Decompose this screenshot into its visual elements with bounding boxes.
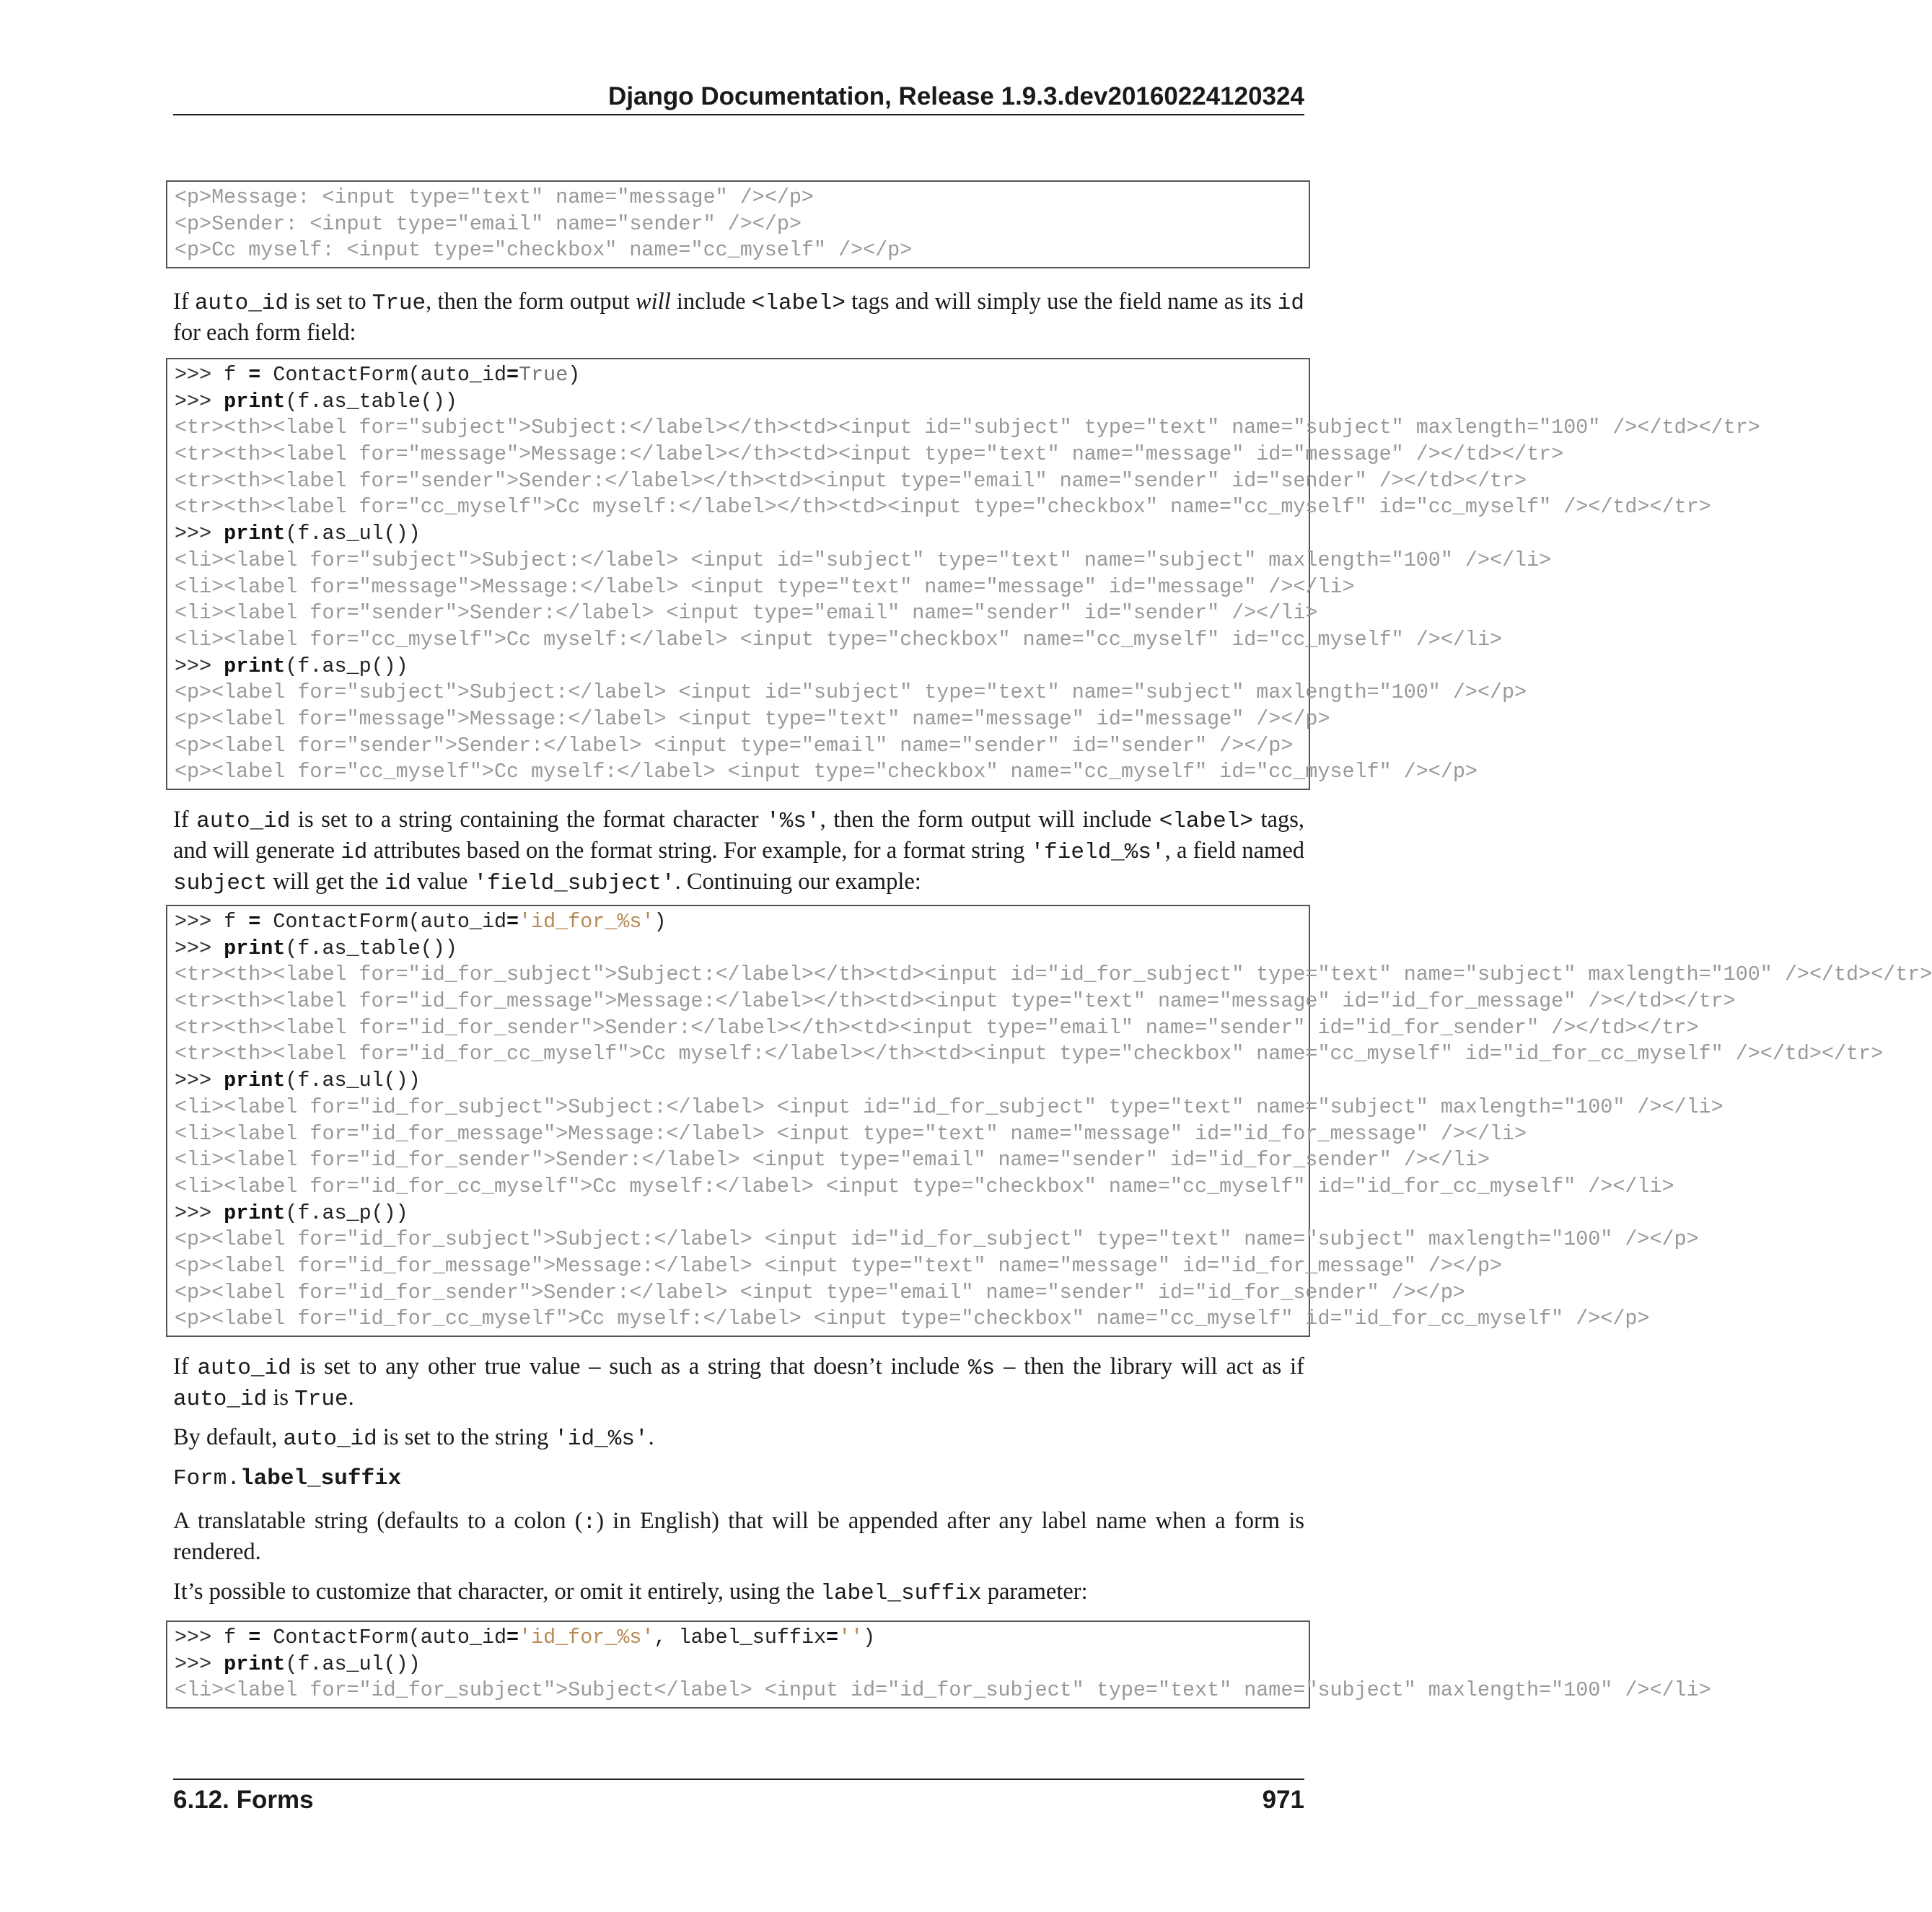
code-line — [175, 706, 1330, 733]
code-prompt: >>> — [175, 936, 224, 960]
code-line — [175, 1121, 1527, 1148]
inline-code: id — [341, 840, 368, 865]
code-line — [175, 468, 1527, 495]
text-run: is — [267, 1385, 295, 1411]
footer-section: 6.12. Forms — [173, 1786, 314, 1814]
inline-code: 'id_%s' — [554, 1426, 649, 1452]
code-line — [175, 442, 1564, 468]
code-token: print — [224, 522, 286, 546]
inline-code: 'field_subject' — [473, 871, 675, 896]
attribute-class: Form. — [173, 1466, 241, 1491]
code-token: 'id_for_%s' — [519, 1626, 654, 1649]
code-line — [175, 1147, 1490, 1174]
code-token: <tr><th><label for="id_for_subject">Subject:</label></th><td><input id="id_for_subject" type="text" name="subject" maxlength="100" /></td></tr> — [175, 962, 1932, 987]
code-token: 'id_for_%s' — [519, 910, 654, 934]
attribute-name: label_suffix — [240, 1466, 402, 1491]
code-line — [175, 733, 1301, 760]
inline-code: auto_id — [194, 291, 289, 316]
code-line — [175, 237, 1301, 264]
code-line — [175, 654, 1301, 680]
code-token: print — [224, 654, 286, 678]
code-prompt: >>> — [175, 1069, 224, 1093]
text-run: will get the — [267, 869, 385, 895]
code-token: <tr><th><label for="message">Message:</label></th><td><input type="text" name="message" id="message" /></td></tr> — [175, 442, 1564, 467]
code-line — [175, 962, 1932, 988]
code-token: <p><label for="message">Message:</label> <input type="text" name="message" id="message" /></p> — [175, 706, 1330, 731]
code-prompt: >>> — [175, 1626, 224, 1649]
code-line — [175, 936, 1301, 962]
code-token: '' — [838, 1626, 864, 1649]
text-run: If — [173, 1354, 198, 1380]
code-token: print — [224, 389, 286, 413]
code-token: <p>Message: <input type="text" name="message" /></p> — [175, 185, 814, 209]
text-run: It’s possible to customize that character, or omit it entirely, using the — [173, 1579, 821, 1605]
code-prompt: >>> — [175, 654, 224, 678]
code-line — [175, 909, 1301, 936]
text-run: is set to the string — [377, 1424, 555, 1450]
code-token: (f.as_ul()) — [285, 1069, 421, 1093]
paragraph — [173, 1352, 1304, 1414]
code-token: ContactForm(auto_id — [260, 1626, 507, 1649]
attribute-signature — [173, 1465, 401, 1494]
text-run: By default, — [173, 1424, 284, 1450]
code-token: = — [506, 363, 519, 387]
code-prompt: >>> — [175, 389, 224, 413]
text-run: is set to a string containing the format character — [290, 807, 767, 833]
code-token: <tr><th><label for="sender">Sender:</label></th><td><input type="email" name="sender" id="sender" /></td></tr> — [175, 468, 1527, 493]
code-token: <p><label for="cc_myself">Cc myself:</label> <input type="checkbox" name="cc_myself" id="cc_myself" /></p> — [175, 760, 1477, 784]
code-token: ContactForm(auto_id — [260, 363, 507, 387]
code-token: f — [224, 1626, 249, 1649]
code-token: True — [519, 363, 568, 387]
code-line — [175, 211, 1301, 238]
inline-code: auto_id — [197, 1356, 291, 1381]
code-line — [175, 415, 1760, 442]
text-run: If — [173, 289, 195, 315]
code-token: = — [506, 1626, 519, 1649]
code-token: ) — [863, 1626, 876, 1649]
inline-code: True — [372, 291, 426, 316]
code-line — [175, 988, 1736, 1015]
code-block — [166, 1621, 1711, 1709]
code-token: <li><label for="id_for_cc_myself">Cc myself:</label> <input type="checkbox" name="cc_myself" id="id_for_cc_myself" /></li> — [175, 1174, 1674, 1198]
code-token: <li><label for="message">Message:</label> <input type="text" name="message" id="message" /></li> — [175, 574, 1355, 599]
inline-code: '%s' — [766, 809, 820, 834]
code-token: <li><label for="subject">Subject:</label> <input id="subject" type="text" name="subject" maxlength="100" /></li> — [175, 548, 1552, 572]
code-token: <p><label for="id_for_subject">Subject:</label> <input id="id_for_subject" type="text" name="subject" maxlength="100" /></p> — [175, 1227, 1699, 1252]
code-token: <tr><th><label for="subject">Subject:</label></th><td><input id="subject" type="text" name="subject" maxlength="100" /></td></tr> — [175, 416, 1760, 440]
code-token: <p>Cc myself: <input type="checkbox" name="cc_myself" /></p> — [175, 238, 913, 263]
inline-code: id — [1277, 291, 1304, 316]
text-run: . Continuing our example: — [675, 869, 921, 895]
text-run: value — [410, 869, 474, 895]
code-token: ContactForm(auto_id — [260, 910, 507, 934]
text-run: – then the library will act as if — [995, 1354, 1304, 1380]
code-token: = — [506, 910, 519, 934]
code-token: ) — [568, 363, 581, 387]
code-line — [175, 1227, 1699, 1253]
text-run: , then the form output — [426, 289, 636, 315]
text-run: include — [670, 289, 752, 315]
code-line — [175, 494, 1711, 521]
code-token: <p><label for="id_for_message">Message:</label> <input type="text" name="message" id="id_for_message" /></p> — [175, 1253, 1503, 1278]
paragraph — [173, 805, 1304, 898]
code-token: <tr><th><label for="cc_myself">Cc myself:</label></th><td><input type="checkbox" name="cc_myself" id="cc_myself" /></td></tr> — [175, 495, 1711, 519]
code-line — [175, 1095, 1724, 1121]
code-token: (f.as_table()) — [285, 389, 457, 413]
code-token: <tr><th><label for="id_for_sender">Sender:</label></th><td><input type="email" name="sender" id="id_for_sender" /></td></tr> — [175, 1015, 1699, 1040]
code-line — [175, 1174, 1674, 1201]
code-line — [175, 600, 1318, 627]
code-line — [175, 521, 1301, 548]
code-line — [175, 1201, 1301, 1227]
text-run: tags and will simply use the field name as its — [845, 289, 1278, 315]
text-run: If — [173, 807, 197, 833]
text-run: parameter: — [981, 1579, 1088, 1605]
code-token: (f.as_ul()) — [285, 522, 421, 546]
code-line — [175, 627, 1503, 654]
code-line — [175, 389, 1301, 416]
text-run: attributes based on the format string. For example, for a format string — [367, 838, 1031, 864]
text-run: is set to any other true value – such as a string that doesn’t include — [291, 1354, 968, 1380]
code-line — [175, 548, 1552, 574]
code-token: (f.as_ul()) — [285, 1652, 421, 1676]
code-line — [175, 362, 1301, 389]
emphasis: will — [635, 289, 671, 315]
code-line — [175, 1253, 1503, 1280]
code-line — [175, 1041, 1884, 1068]
inline-code: label_suffix — [820, 1581, 982, 1606]
code-token: <tr><th><label for="id_for_message">Message:</label></th><td><input type="text" name="message" id="id_for_message" /></td></tr> — [175, 989, 1736, 1014]
text-run: is set to — [289, 289, 372, 315]
paragraph — [173, 1507, 1304, 1566]
inline-code: id — [384, 871, 411, 896]
code-line — [175, 1306, 1650, 1333]
inline-code: auto_id — [196, 809, 291, 834]
code-line — [175, 1015, 1699, 1042]
code-block — [166, 358, 1760, 790]
running-footer — [173, 1784, 1304, 1817]
code-token: <li><label for="id_for_subject">Subject:</label> <input id="id_for_subject" type="text" name="subject" maxlength="100" /></li> — [175, 1095, 1724, 1119]
inline-code: auto_id — [283, 1426, 377, 1452]
code-token: = — [826, 1626, 839, 1649]
code-block — [166, 905, 1932, 1337]
code-line — [175, 574, 1355, 601]
code-token: <li><label for="id_for_subject">Subject</label> <input id="id_for_subject" type="text" name="subject" maxlength="100" /></li> — [175, 1678, 1711, 1703]
paragraph — [173, 1577, 1304, 1608]
inline-code: : — [582, 1510, 597, 1535]
text-run: . — [348, 1385, 354, 1411]
code-token: print — [224, 936, 286, 960]
header-rule — [173, 114, 1304, 115]
code-prompt: >>> — [175, 522, 224, 546]
code-token: = — [248, 363, 261, 387]
code-line — [175, 1678, 1711, 1704]
footer-rule — [173, 1779, 1304, 1780]
text-run: , then the form output will include — [820, 807, 1159, 833]
code-line — [175, 1625, 1301, 1652]
code-block — [166, 180, 1310, 268]
text-run: tags, and will generate — [173, 807, 1304, 864]
inline-code: True — [294, 1387, 348, 1412]
code-token: <p><label for="id_for_cc_myself">Cc myself:</label> <input type="checkbox" name="cc_myself" id="id_for_cc_myself" /></p> — [175, 1307, 1650, 1331]
running-header: Django Documentation, Release 1.9.3.dev20160224120324 — [608, 82, 1304, 110]
inline-code: <label> — [1159, 809, 1253, 834]
code-line — [175, 1068, 1301, 1095]
code-token: ) — [654, 910, 667, 934]
code-token: <p><label for="subject">Subject:</label> <input id="subject" type="text" name="subject" maxlength="100" /></p> — [175, 680, 1527, 705]
paragraph — [173, 287, 1304, 347]
code-token: <li><label for="id_for_message">Message:</label> <input type="text" name="message" id="id_for_message" /></li> — [175, 1121, 1527, 1146]
code-token: <li><label for="sender">Sender:</label> <input type="email" name="sender" id="sender" /></li> — [175, 601, 1318, 626]
inline-code: <label> — [751, 291, 846, 316]
inline-code: %s — [968, 1356, 996, 1381]
text-run: A translatable string (defaults to a colon ( — [173, 1508, 583, 1534]
paragraph — [173, 1423, 1304, 1454]
code-prompt: >>> — [175, 363, 224, 387]
code-line — [175, 1280, 1465, 1307]
code-token: <p><label for="sender">Sender:</label> <input type="email" name="sender" id="sender" /></p> — [175, 733, 1294, 758]
code-line — [175, 1652, 1301, 1678]
code-token: <tr><th><label for="id_for_cc_myself">Cc myself:</label></th><td><input type="checkbox" name="cc_myself" id="id_for_cc_myself" /></td></tr> — [175, 1042, 1884, 1066]
code-token: = — [248, 1626, 261, 1649]
code-token: print — [224, 1069, 286, 1093]
code-token: , label_suffix — [654, 1626, 827, 1649]
code-token: f — [224, 363, 249, 387]
code-token: (f.as_p()) — [285, 654, 408, 678]
code-line — [175, 185, 1301, 211]
text-run: ) in English) that will be appended after any label name when a form is rendered. — [173, 1508, 1304, 1565]
code-line — [175, 759, 1477, 786]
inline-code: subject — [173, 871, 268, 896]
code-token: (f.as_p()) — [285, 1201, 408, 1225]
code-token: <p>Sender: <input type="email" name="sender" /></p> — [175, 211, 802, 236]
code-line — [175, 680, 1527, 706]
inline-code: auto_id — [173, 1387, 268, 1412]
text-run: for each form field: — [173, 320, 356, 346]
code-prompt: >>> — [175, 1201, 224, 1225]
code-token: f — [224, 910, 249, 934]
page-number: 971 — [1262, 1786, 1304, 1814]
text-run: . — [648, 1424, 654, 1450]
code-token: print — [224, 1201, 286, 1225]
code-token: <p><label for="id_for_sender">Sender:</label> <input type="email" name="sender" id="id_for_sender" /></p> — [175, 1280, 1465, 1304]
code-token: print — [224, 1652, 286, 1676]
code-token: <li><label for="id_for_sender">Sender:</label> <input type="email" name="sender" id="id_for_sender" /></li> — [175, 1148, 1490, 1172]
code-token: (f.as_table()) — [285, 936, 457, 960]
code-token: = — [248, 910, 261, 934]
inline-code: 'field_%s' — [1030, 840, 1165, 865]
code-token: <li><label for="cc_myself">Cc myself:</label> <input type="checkbox" name="cc_myself" id="cc_myself" /></li> — [175, 627, 1503, 652]
code-prompt: >>> — [175, 910, 224, 934]
text-run: , a field named — [1164, 838, 1304, 864]
code-prompt: >>> — [175, 1652, 224, 1676]
